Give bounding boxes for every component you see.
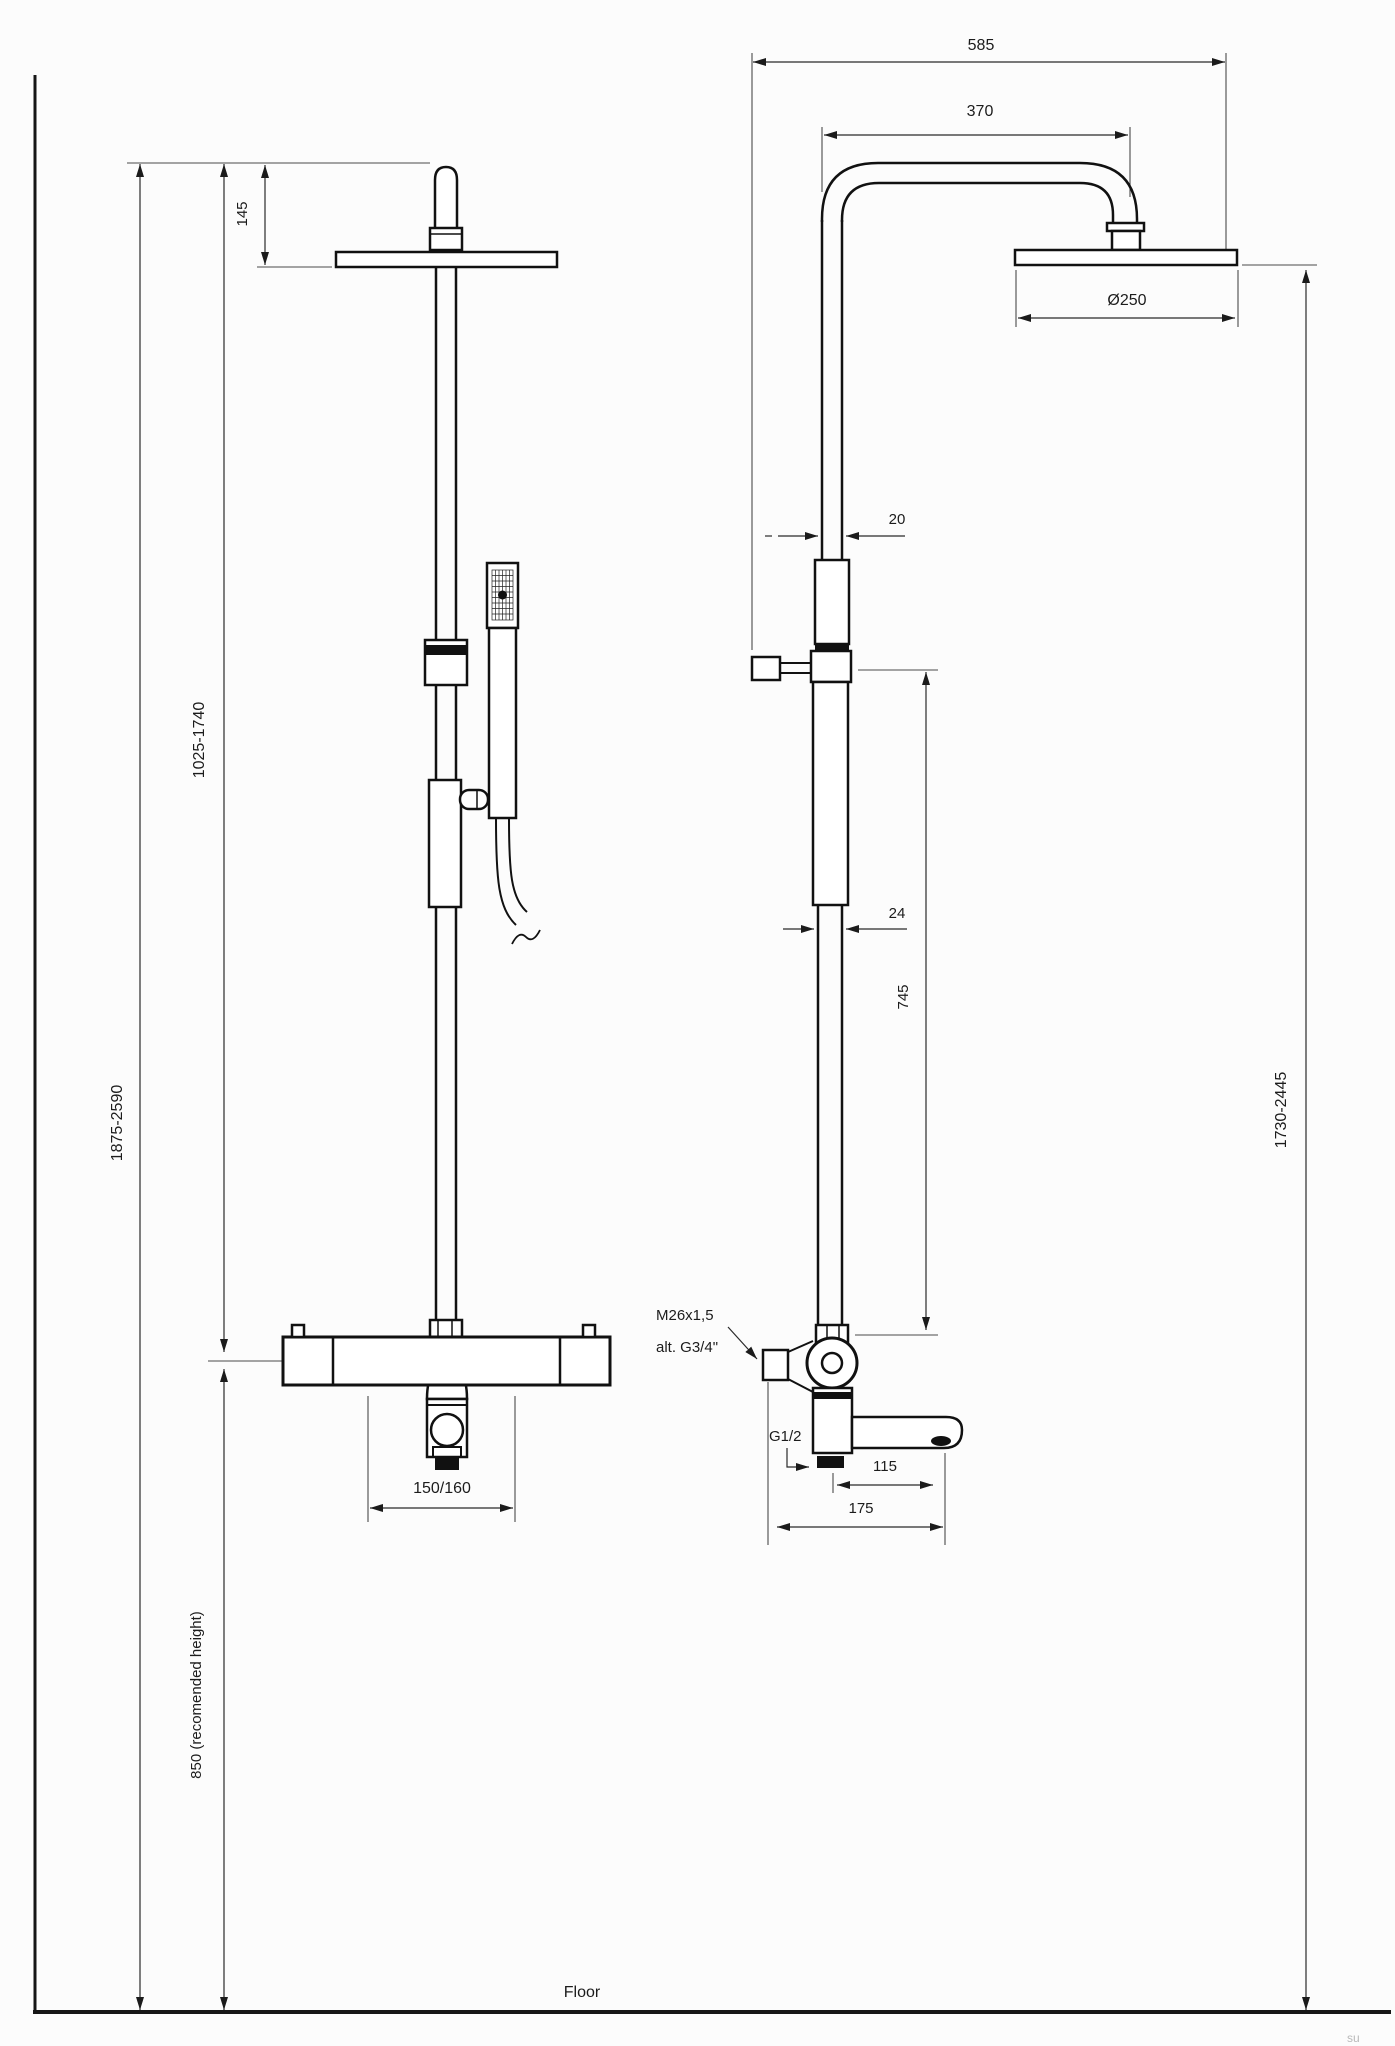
slider-sleeve	[815, 560, 849, 644]
slider-block-side	[811, 651, 851, 682]
dim-label-head-diameter: Ø250	[1107, 292, 1147, 309]
dim-head-offset	[234, 165, 332, 267]
label-outlet-thread: G1/2	[769, 1428, 802, 1445]
lower-outer-tube	[813, 682, 848, 905]
dim-label-outlet-to-spout: 115	[873, 1458, 897, 1475]
mixer-inlet-nut-front	[430, 1320, 462, 1337]
slider-assembly-side	[752, 560, 851, 682]
dim-slide-bar-length	[855, 670, 938, 1335]
dim-label-head-to-floor: 1730-2445	[1273, 1071, 1290, 1149]
outlet-thread-leader	[787, 1448, 809, 1467]
pipe-top-cap	[435, 167, 457, 228]
dim-label-total-depth: 585	[967, 37, 995, 54]
label-inlet-thread-alt: alt. G3/4"	[656, 1339, 719, 1356]
head-connector-block	[1112, 231, 1140, 250]
dim-label-arm-reach: 370	[966, 103, 994, 120]
drawing-frame	[33, 75, 1391, 2045]
dim-head-diameter	[1016, 270, 1238, 327]
riser-pipe-side-lower	[813, 682, 848, 1325]
label-inlet-thread: M26x1,5	[656, 1307, 714, 1324]
hand-shower	[487, 563, 540, 944]
dim-overall-height	[109, 164, 140, 2010]
dim-label-inlet-spacing: 150/160	[413, 1480, 471, 1497]
shower-hose-left-edge	[496, 818, 516, 925]
dim-label-head-offset: 145	[234, 201, 251, 227]
hose-break-squiggle	[512, 930, 540, 944]
hand-shower-handle	[489, 628, 516, 818]
front-view	[109, 163, 610, 2010]
dim-head-to-floor	[1242, 265, 1317, 2010]
housing-shoulder-bottom	[788, 1379, 813, 1392]
dim-label-overall-height: 1875-2590	[109, 1084, 126, 1162]
thread-callouts	[656, 1307, 809, 1467]
dim-spout-reach	[768, 1382, 943, 1545]
dim-mixer-height	[188, 1369, 224, 2010]
floor-label: Floor	[563, 1984, 601, 2001]
shower-outlet-thread	[817, 1456, 844, 1468]
dim-outlet-to-spout	[833, 1453, 945, 1545]
inlet-thread-leader	[728, 1327, 757, 1359]
dim-label-upper-height: 1025-1740	[191, 701, 208, 779]
pipe-coupling-band	[425, 645, 467, 655]
mixer-left-nub	[292, 1325, 304, 1337]
dim-label-lower-pipe-width: 24	[888, 905, 906, 922]
overhead-shower-side	[1015, 250, 1237, 265]
shower-arm-inner-edge	[842, 183, 1113, 223]
dim-lower-pipe-width	[783, 905, 907, 929]
wall-inlet-connector	[763, 1350, 788, 1380]
slider-bracket-front	[429, 780, 461, 907]
dim-label-spout-reach: 175	[848, 1500, 874, 1517]
mixer-right-nub	[583, 1325, 595, 1337]
mixer-side	[763, 1325, 962, 1468]
spray-face-center-dot	[498, 591, 507, 600]
thermostat-handle-inner	[822, 1353, 842, 1373]
head-connector-nut	[430, 228, 462, 250]
mixer-front	[283, 1320, 610, 1470]
overhead-shower-front	[336, 252, 557, 267]
riser-pipe-front	[430, 167, 462, 1322]
dim-label-mixer-height: 850 (recomended height)	[188, 1611, 205, 1779]
diverter-outlet-thread	[435, 1457, 459, 1470]
diverter-knob	[431, 1414, 463, 1446]
dim-upper-height	[191, 164, 283, 1361]
mixer-body-band	[813, 1392, 852, 1399]
wall-bracket	[752, 657, 780, 680]
dim-label-upper-pipe-width: 20	[888, 511, 906, 528]
shower-arm-side	[822, 163, 1144, 250]
side-view	[656, 37, 1317, 2010]
hand-shower-holder-knob	[460, 790, 488, 809]
shower-arm-outer-edge	[822, 163, 1137, 223]
riser-pipe-side-upper	[822, 220, 842, 560]
dim-upper-pipe-width	[765, 511, 905, 536]
spout-outlet	[931, 1436, 951, 1446]
shower-hose-right-edge	[509, 818, 527, 912]
dim-label-slide-bar-length: 745	[895, 984, 912, 1010]
watermark-text: su	[1347, 2031, 1360, 2045]
